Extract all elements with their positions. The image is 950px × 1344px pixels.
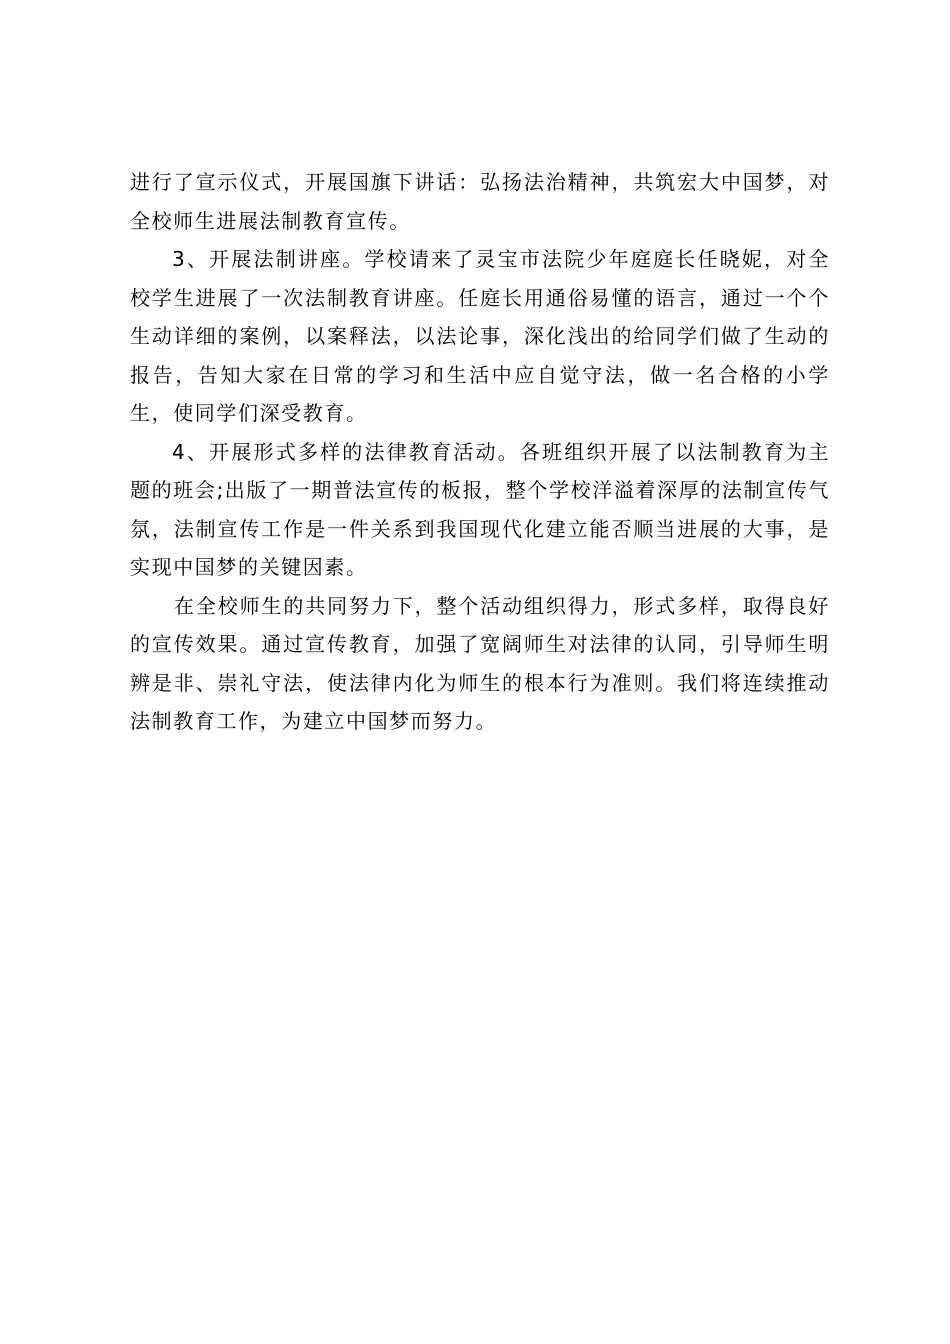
document-body	[130, 163, 830, 741]
paragraph-law-lecture: 3、开展法制讲座。学校请来了灵宝市法院少年庭庭长任晓妮，对全校学生进展了一次法制教育讲座。任庭长用通俗易懂的语言，通过一个个生动详细的案例，以案释法，以法论事，深化浅出的给同学们做了生动的报告，告知大家在日常的学习和生活中应自觉守法，做一名合格的小学生，使同学们深受教育。	[130, 247, 830, 425]
paragraph-conclusion: 在全校师生的共同努力下，整个活动组织得力，形式多样，取得良好的宣传效果。通过宣传教育，加强了宽阔师生对法律的认同，引导师生明辨是非、崇礼守法，使法律内化为师生的根本行为准则。我们将连续推动法制教育工作，为建立中国梦而努力。	[130, 593, 830, 733]
paragraph-continuation: 进行了宣示仪式，开展国旗下讲话：弘扬法治精神，共筑宏大中国梦，对全校师生进展法制教育宣传。	[130, 170, 830, 233]
paragraph-education-activities: 4、开展形式多样的法律教育活动。各班组织开展了以法制教育为主题的班会;出版了一期普法宣传的板报，整个学校洋溢着深厚的法制宣传气氛，法制宣传工作是一件关系到我国现代化建立能否顺当进展的大事，是实现中国梦的关键因素。	[130, 439, 830, 579]
